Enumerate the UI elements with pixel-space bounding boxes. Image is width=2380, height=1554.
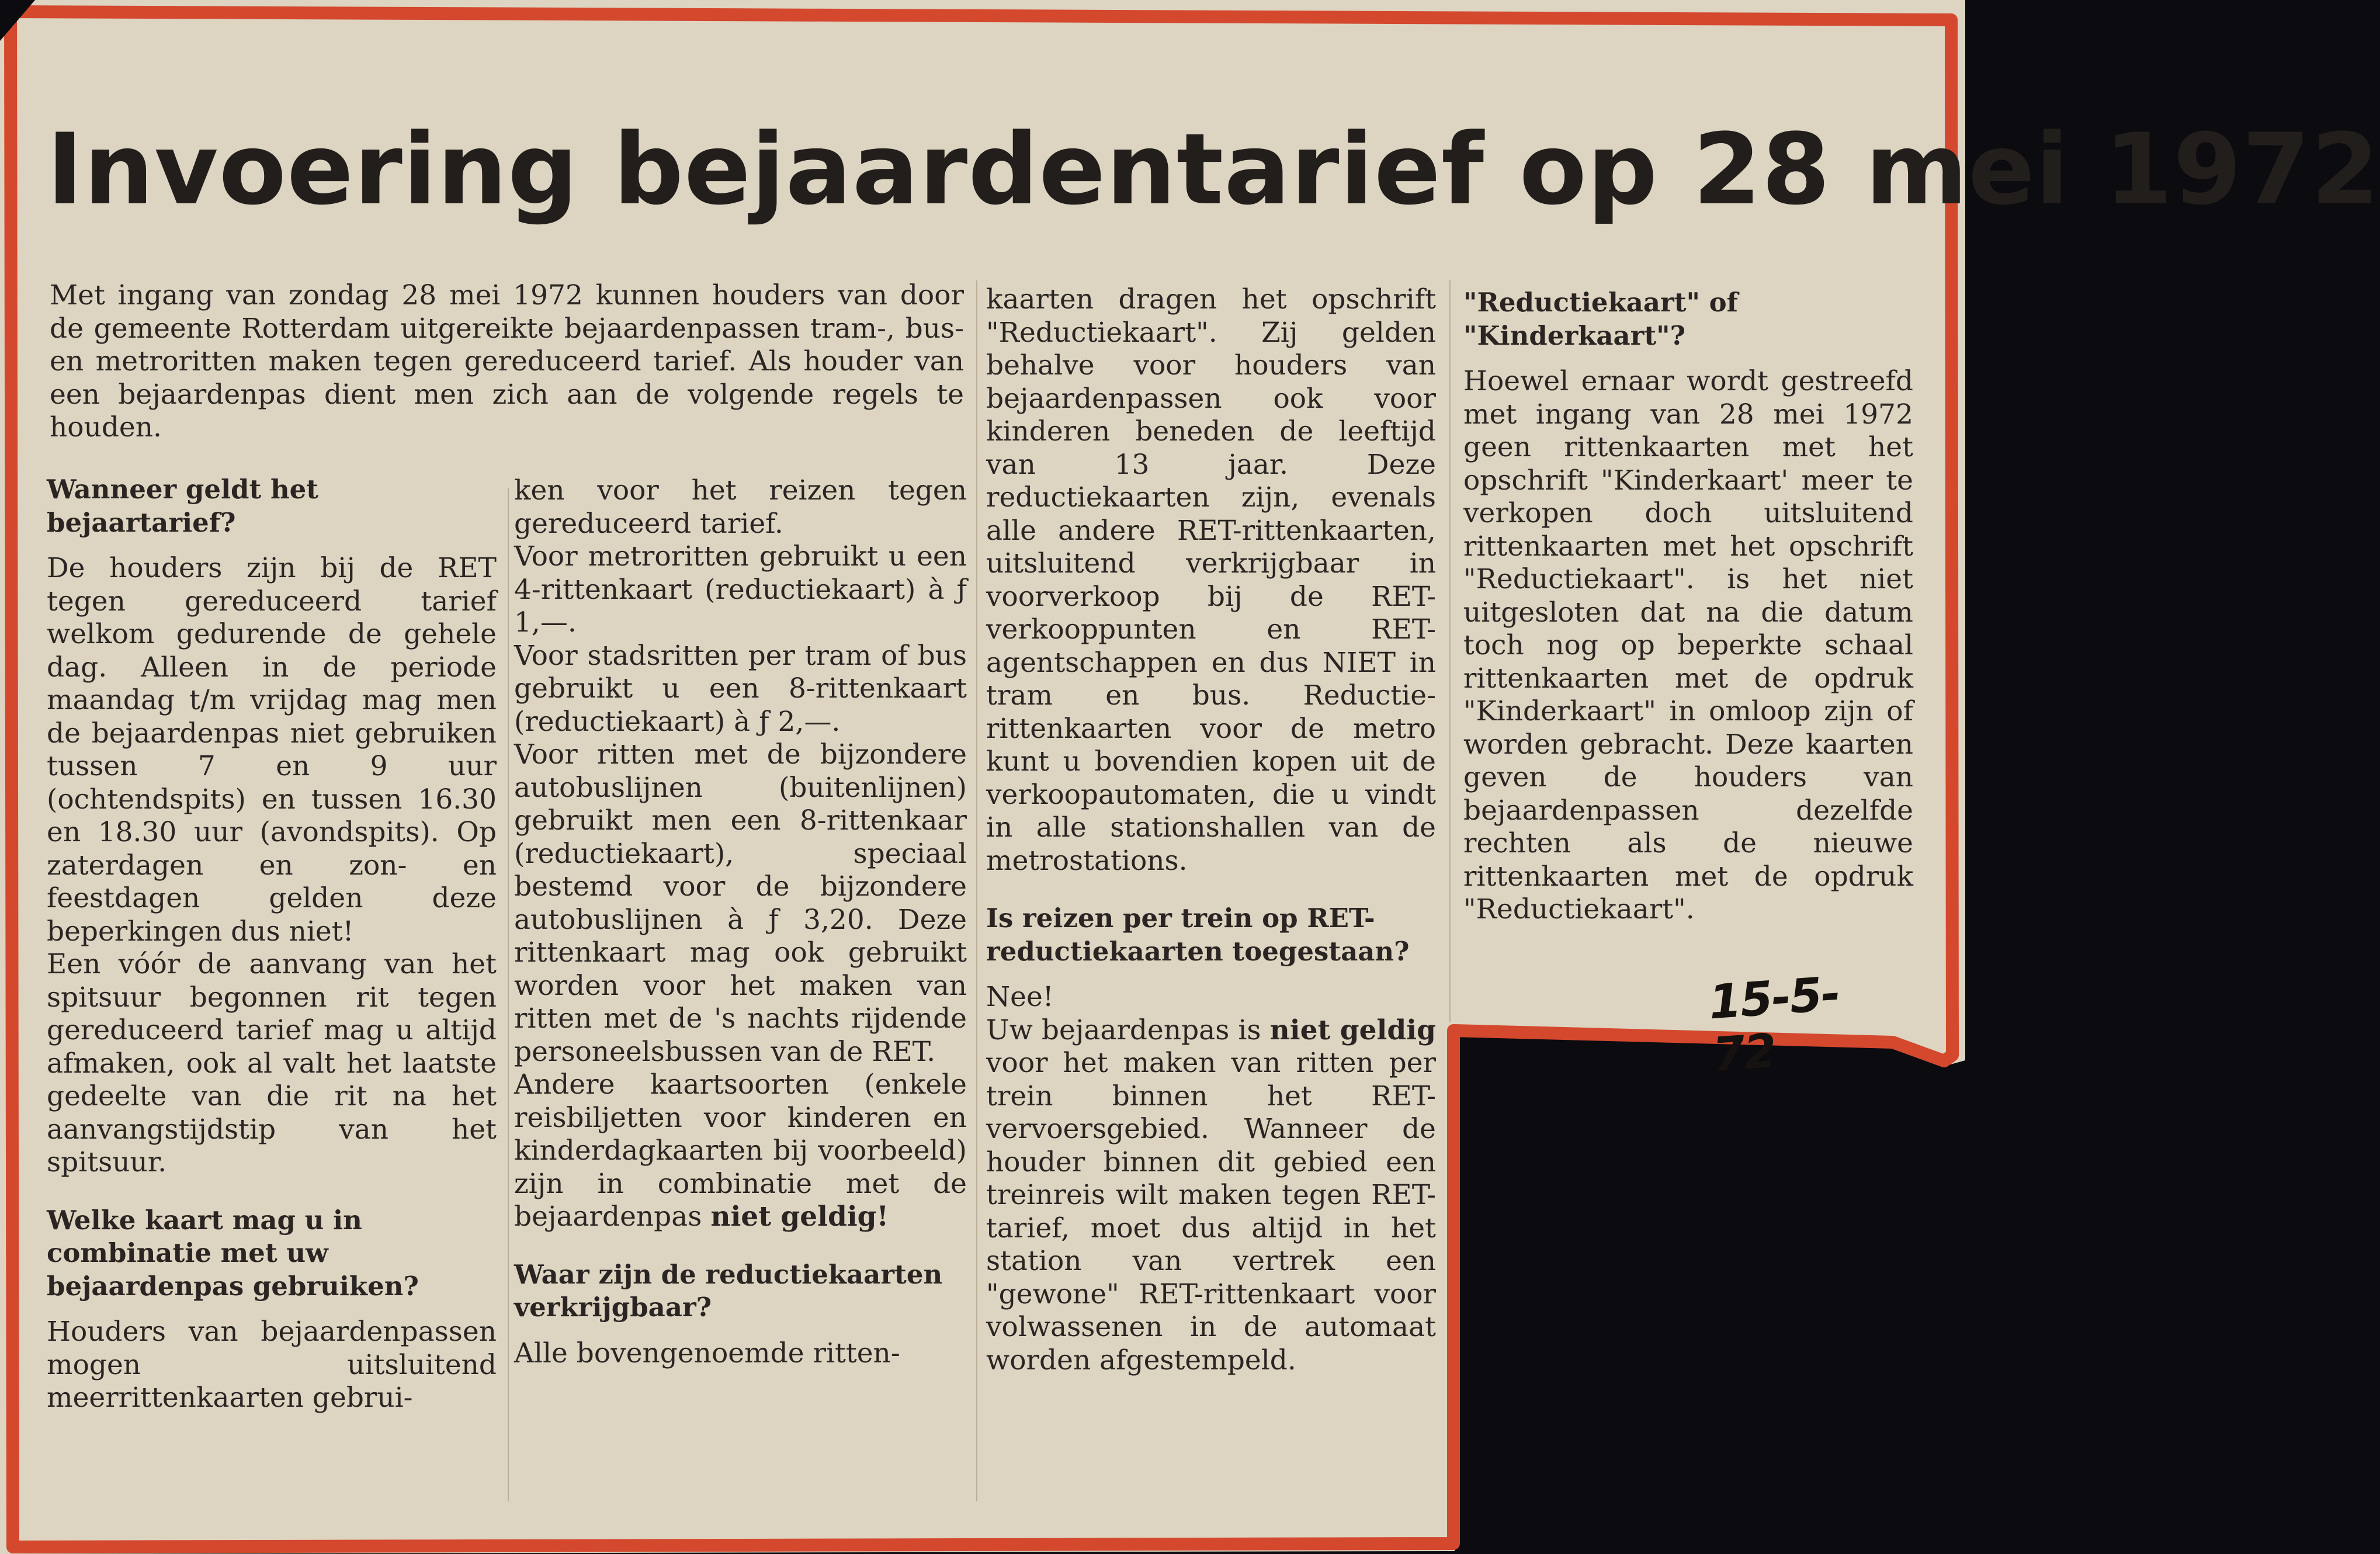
col3-paragraph-3	[986, 1014, 1436, 1378]
niet-geldig-emphasis: niet geldig!	[710, 1201, 889, 1233]
col1-paragraph-2: Een vóór de aanvang van het spitsuur begonnen rit tegen gereduceerd tarief mag u altijd afmaken, ook al valt het laatste gedeelte van die rit na het aanvangstijdstip van het spitsuur.	[47, 948, 497, 1178]
col2-paragraph-6: Alle bovengenoemde ritten-	[514, 1337, 900, 1369]
col2-paragraph-4: Voor ritten met de bijzondere autobuslijnen (buitenlijnen) gebruikt men een 8-rittenkaar (reductiekaart), speciaal bestemd voor de bijzondere autobuslijnen à ƒ 3,20. Deze rittenkaart mag ook gebruikt worden voor het maken van ritten met de 's nachts rijdende personeelsbussen van de RET.	[514, 738, 967, 1068]
col2-paragraph-5-text: Andere kaartsoorten (enkele reisbiljetten voor kinderen en kinderdagkaarten bij voorbeeld) zijn in combinatie met de bejaardenpas	[514, 1069, 967, 1233]
col3-paragraph-3-rest: voor het maken van ritten per trein binnen het RET-vervoersgebied. Wanneer de houder binnen dit gebied een treinreis wilt maken tegen RET-tarief, moet dus altijd in het station van vertrek een "gewone" RET-rittenkaart voor volwassenen in de automaat worden afgestempeld.	[986, 1047, 1436, 1376]
column-2	[514, 474, 967, 1370]
col1-paragraph-3: Houders van bejaardenpassen mogen uitsluitend meerrittenkaarten gebrui-	[47, 1316, 497, 1414]
col2-paragraph-3: Voor stadsritten per tram of bus gebruikt u een 8-rittenkaart (reductiekaart) à ƒ 2,—.	[514, 639, 967, 738]
col3-paragraph-3-lead: Uw bejaardenpas is	[986, 1014, 1270, 1046]
col2-paragraph-1: ken voor het reizen tegen gereduceerd tarief.	[514, 474, 967, 540]
handwritten-date: 15-5-72	[1707, 966, 1841, 1083]
col3-paragraph-1: kaarten dragen het opschrift "Reductiekaart". Zij gelden behalve voor houders van bejaardenpassen ook voor kinderen beneden de leeftijd van 13 jaar. Deze reductiekaarten zijn, evenals alle andere RET-rittenkaarten, uitsluitend verkrijgbaar in voorverkoop bij de RET-verkooppunten en RET-agentschappen en dus NIET in tram en bus. Reductie-rittenkaarten voor de metro kunt u bovendien kopen uit de verkoopautomaten, die u vindt in alle stationshallen van de metrostations.	[986, 283, 1436, 877]
intro-paragraph: Met ingang van zondag 28 mei 1972 kunnen houders van door de gemeente Rotterdam uitgereikte bejaardenpassen tram-, bus- en metroritten maken tegen gereduceerd tarief. Als houder van een bejaardenpas dient men zich aan de volgende regels te houden.	[50, 279, 964, 443]
niet-geldig-emphasis-2: niet geldig	[1269, 1014, 1436, 1046]
col1-paragraph-1: De houders zijn bij de RET tegen gereduceerd tarief welkom gedurende de gehele dag. Alleen in de periode maandag t/m vrijdag mag men de bejaardenpas niet gebruiken tussen 7 en 9 uur (ochtendspits) en tussen 16.30 en 18.30 uur (avondspits). Op zaterdagen en zon- en feestdagen gelden deze beperkingen dus niet!	[47, 552, 497, 948]
column-3	[986, 283, 1436, 1377]
col2-paragraph-2: Voor metroritten gebruikt u een 4-rittenkaart (reductiekaart) à ƒ 1,—.	[514, 540, 967, 639]
heading-waar-verkrijgbaar: Waar zijn de reductiekaarten verkrijgbaar?	[514, 1258, 943, 1323]
col2-paragraph-5	[514, 1069, 967, 1234]
column-4	[1463, 286, 1913, 927]
heading-reductiekaart-of-kinderkaart: "Reductiekaart" of "Kinderkaart"?	[1463, 287, 1739, 351]
heading-welke-kaart: Welke kaart mag u in combinatie met uw bejaardenpas gebruiken?	[47, 1204, 419, 1302]
headline: Invoering bejaardentarief op 28 mei 1972	[47, 112, 2380, 227]
column-1	[47, 473, 497, 1415]
heading-trein: Is reizen per trein op RET-reductiekaarten toegestaan?	[986, 903, 1410, 967]
heading-wanneer: Wanneer geldt het bejaartarief?	[47, 474, 319, 538]
col3-paragraph-2: Nee!	[986, 981, 1054, 1013]
col4-paragraph-1: Hoewel ernaar wordt gestreefd met ingang van 28 mei 1972 geen rittenkaarten met het opschrift "Kinderkaart' meer te verkopen doch uitsluitend rittenkaarten met het opschrift "Reductiekaart". is het niet uitgesloten dat na die datum toch nog op beperkte schaal rittenkaarten met de opdruk "Kinderkaart" in omloop zijn of worden gebracht. Deze kaarten geven de houders van bejaardenpassen dezelfde rechten als de nieuwe rittenkaarten met de opdruk "Reductiekaart".	[1463, 365, 1913, 925]
